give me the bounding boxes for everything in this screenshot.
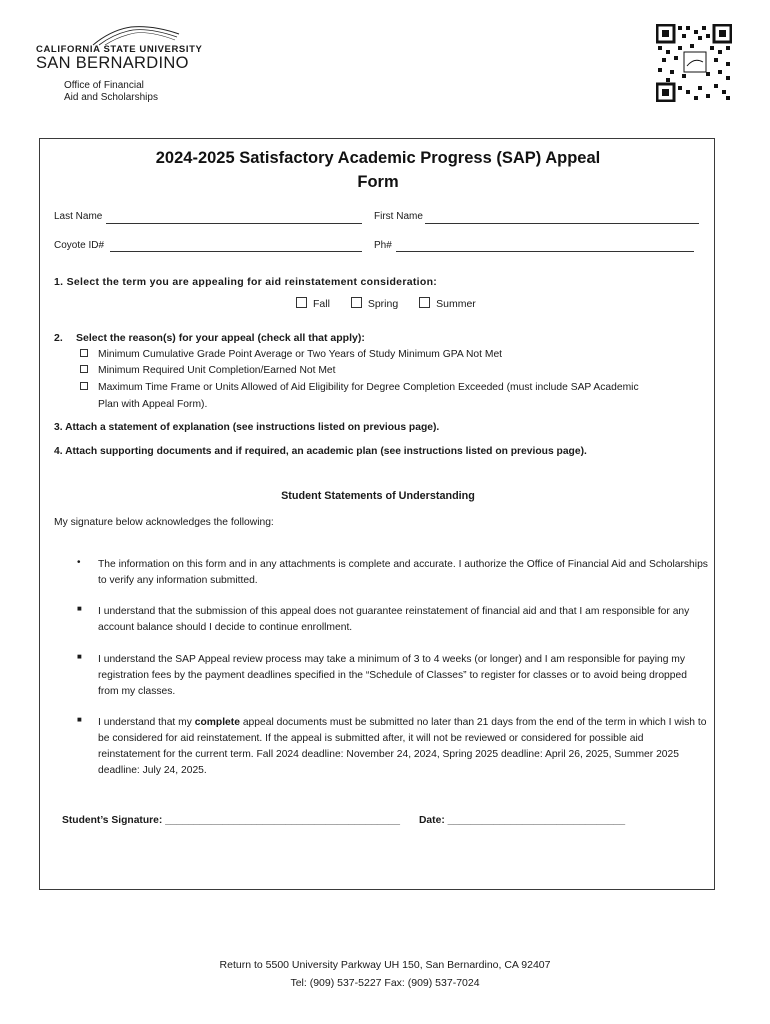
last-name-label: Last Name [54, 211, 103, 222]
term-summer[interactable]: Summer [419, 298, 476, 310]
form-title-line2: Form [357, 173, 399, 191]
office-name: Office of Financial Aid and Scholarships [64, 80, 158, 103]
term-fall[interactable]: Fall [296, 298, 330, 310]
coyote-id-label: Coyote ID# [54, 240, 105, 251]
term-options [296, 297, 476, 310]
university-name: CALIFORNIA STATE UNIVERSITY [36, 44, 203, 55]
first-name-label: First Name [374, 211, 423, 222]
return-address: Return to 5500 University Parkway UH 150, San Bernardino, CA 92407 [219, 959, 551, 971]
bullet-icon: • [77, 557, 81, 568]
max-time-frame-checkbox[interactable] [80, 382, 88, 390]
reason-max-time-frame-cont: Plan with Appeal Form). [98, 399, 208, 410]
statements-intro: My signature below acknowledges the following: [54, 517, 274, 528]
fall-checkbox[interactable] [296, 297, 307, 308]
statement-item: I understand that my complete appeal documents must be submitted no later than 21 days from the end of the term in which I wish to be considered for aid reinstatement. If the appeal is submitted after, it will not be reviewed or considered for possible aid reinstatement for the current term. Fall 2024 deadline: November 24, 2024, Spring 2025 deadline: April 26, 2025, Summer 2025 deadline: July 24, 2025. [98, 717, 707, 776]
signature-field[interactable]: Student’s Signature: _________________________________________ [62, 815, 400, 826]
reason-max-time-frame[interactable]: Maximum Time Frame or Units Allowed of Aid Eligibility for Degree Completion Exceeded (must include SAP Academic [80, 382, 639, 393]
step3-label: 3. Attach a statement of explanation (see instructions listed on previous page). [54, 422, 440, 433]
coyote-id-field[interactable] [110, 251, 362, 252]
step1-label: 1. Select the term you are appealing for aid reinstatement consideration: [54, 276, 438, 288]
statement-item: I understand the SAP Appeal review process may take a minimum of 3 to 4 weeks (or longer) and I am responsible for paying my registration fees by the payment deadlines specified in the “Schedule of Classes” to register for classes or to avoid being dropped from my classes. [98, 654, 687, 697]
first-name-field[interactable] [425, 223, 699, 224]
gpa-checkbox[interactable] [80, 349, 88, 357]
spring-checkbox[interactable] [351, 297, 362, 308]
step4-label: 4. Attach supporting documents and if required, an academic plan (see instructions listed on previous page). [54, 446, 587, 457]
reason-unit-completion[interactable]: Minimum Required Unit Completion/Earned Not Met [80, 365, 336, 376]
term-spring[interactable]: Spring [351, 298, 398, 310]
square-bullet-icon: ■ [77, 715, 82, 724]
unit-completion-checkbox[interactable] [80, 365, 88, 373]
phone-label: Ph# [374, 240, 392, 251]
contact-numbers: Tel: (909) 537-5227 Fax: (909) 537-7024 [290, 977, 480, 989]
statement-item: I understand that the submission of this appeal does not guarantee reinstatement of financial aid and that I am responsible for any account balance should I decide to continue enrollment. [98, 606, 690, 633]
campus-name: SAN BERNARDINO [36, 54, 189, 72]
summer-checkbox[interactable] [419, 297, 430, 308]
step2-number: 2. [54, 332, 63, 344]
sap-appeal-form [39, 138, 715, 890]
last-name-field[interactable] [106, 223, 362, 224]
qr-code-icon [656, 24, 732, 102]
statements-heading: Student Statements of Understanding [281, 490, 475, 502]
step2-label: Select the reason(s) for your appeal (check all that apply): [76, 332, 365, 344]
date-field[interactable]: Date: _______________________________ [419, 815, 626, 826]
square-bullet-icon: ■ [77, 604, 82, 613]
mountain-logo-icon [91, 24, 181, 46]
statement-item: The information on this form and in any attachments is complete and accurate. I authorize the Office of Financial Aid and Scholarships to verify any information submitted. [98, 559, 708, 586]
square-bullet-icon: ■ [77, 652, 82, 661]
form-title-line1: 2024-2025 Satisfactory Academic Progress (SAP) Appeal [155, 149, 601, 167]
reason-gpa[interactable]: Minimum Cumulative Grade Point Average or Two Years of Study Minimum GPA Not Met [80, 349, 502, 360]
phone-field[interactable] [396, 251, 694, 252]
